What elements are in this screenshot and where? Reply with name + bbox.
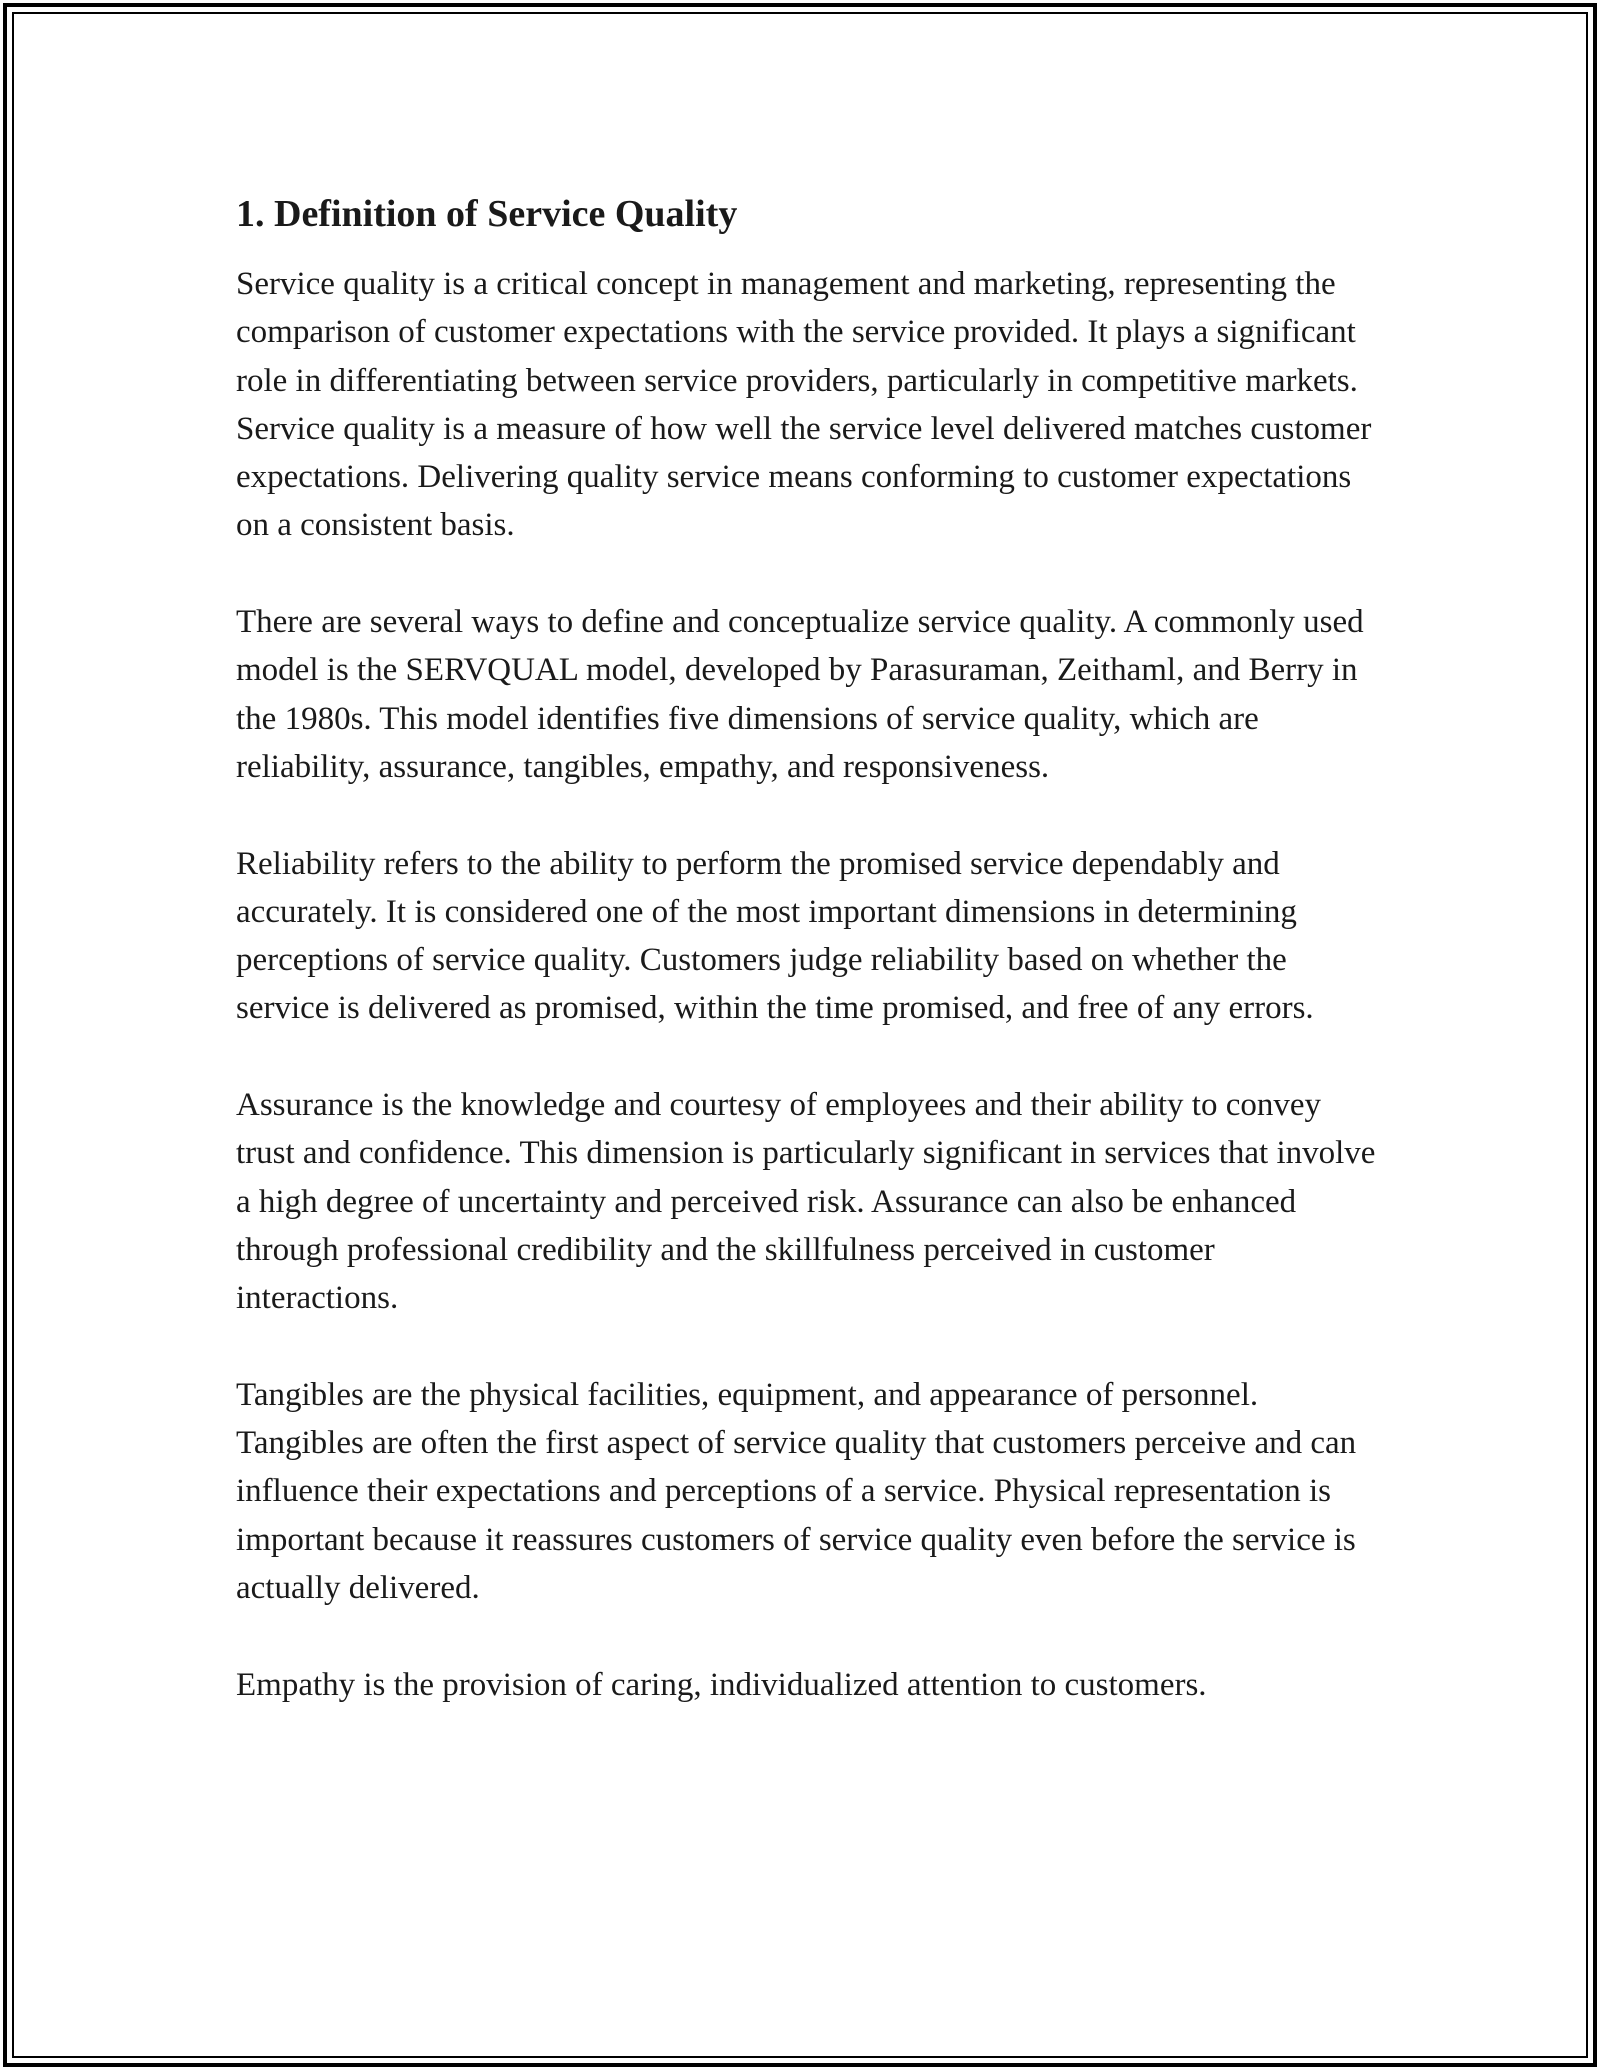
paragraph-definition: Service quality is a critical concept in management and marketing, representing the comparison of customer expectations with the service provided. It plays a significant role in differentiating between service providers, particularly in competitive markets. Service quality is a measure of how well the service level delivered matches customer expectations. Delivering quality service means conforming to customer expectations on a consistent basis. [236, 266, 1372, 544]
paragraph-servqual: There are several ways to define and conceptualize service quality. A commonly used model is the SERVQUAL model, developed by Parasuraman, Zeithaml, and Berry in the 1980s. This model identifies five dimensions of service quality, which are reliability, assurance, tangibles, empathy, and responsiveness. [236, 604, 1364, 785]
paragraph-assurance: Assurance is the knowledge and courtesy of employees and their ability to convey trust and confidence. This dimension is particularly significant in services that involve a high degree of uncertainty and perceived risk. Assurance can also be enhanced through professional credibility and the skillfulness perceived in customer interactions. [236, 1087, 1376, 1317]
document-body [236, 186, 1376, 1709]
paragraph-reliability: Reliability refers to the ability to perform the promised service dependably and accurately. It is considered one of the most important dimensions in determining perceptions of service quality. Customers judge reliability based on whether the service is delivered as promised, within the time promised, and free of any errors. [236, 845, 1314, 1027]
paragraph-empathy: Empathy is the provision of caring, individualized attention to customers. [236, 1666, 1207, 1703]
section-heading: 1. Definition of Service Quality [236, 193, 738, 235]
paragraph-tangibles: Tangibles are the physical facilities, equipment, and appearance of personnel. Tangibles are often the first aspect of service quality that customers perceive and can influence their expectations and perceptions of a service. Physical representation is important because it reassures customers of service quality even before the service is actually delivered. [236, 1376, 1357, 1607]
